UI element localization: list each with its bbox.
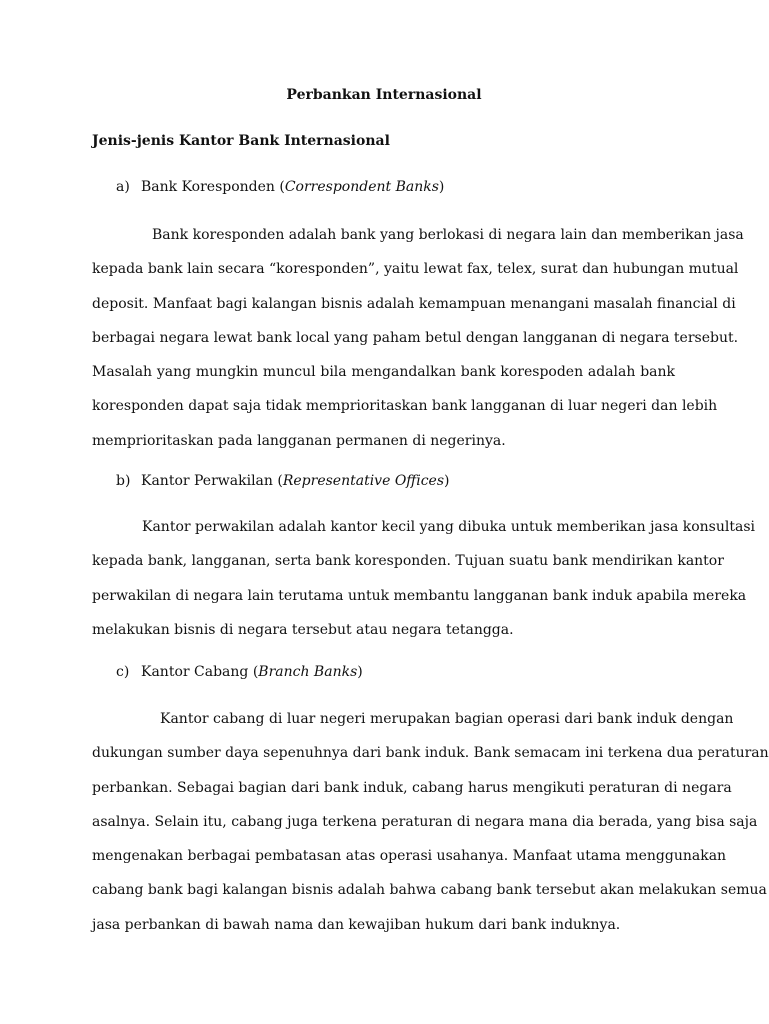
heading-italic: Branch Banks bbox=[258, 664, 358, 680]
paragraph-line: memprioritaskan pada langganan permanen di negerinya. bbox=[92, 432, 506, 449]
paragraph-line: mengenakan berbagai pembatasan atas operasi usahanya. Manfaat utama menggunakan bbox=[92, 848, 727, 865]
list-marker: b) bbox=[116, 473, 131, 489]
paragraph-line: perwakilan di negara lain terutama untuk membantu langganan bank induk apabila mereka bbox=[92, 587, 747, 604]
heading-italic: Correspondent Banks bbox=[284, 179, 439, 195]
heading-italic: Representative Offices bbox=[282, 473, 445, 489]
section-heading: Jenis-jenis Kantor Bank Internasional bbox=[92, 133, 390, 149]
heading-close: ) bbox=[444, 473, 450, 489]
paragraph-b bbox=[92, 518, 755, 655]
page-title: Perbankan Internasional bbox=[286, 87, 482, 103]
paragraph-line: perbankan. Sebagai bagian dari bank induk, cabang harus mengikuti peraturan di negara bbox=[92, 779, 732, 796]
list-item-heading-a bbox=[116, 179, 444, 195]
paragraph-line: cabang bank bagi kalangan bisnis adalah bahwa cabang bank tersebut akan melakukan semua bbox=[92, 882, 767, 899]
list-item-heading-b bbox=[116, 473, 449, 489]
paragraph-line: asalnya. Selain itu, cabang juga terkena peraturan di negara mana dia berada, yang bisa saja bbox=[92, 813, 758, 830]
paragraph-line: berbagai negara lewat bank local yang paham betul dengan langganan di negara tersebut. bbox=[92, 329, 739, 346]
paragraph-line: Masalah yang mungkin muncul bila mengandalkan bank korespoden adalah bank bbox=[92, 364, 675, 381]
paragraph-line: kepada bank, langganan, serta bank koresponden. Tujuan suatu bank mendirikan kantor bbox=[92, 553, 724, 570]
heading-text: Bank Koresponden ( bbox=[141, 179, 285, 195]
paragraph-line: Kantor perwakilan adalah kantor kecil yang dibuka untuk memberikan jasa konsultasi bbox=[142, 519, 755, 535]
paragraph-c bbox=[92, 710, 769, 950]
heading-close: ) bbox=[357, 664, 363, 680]
paragraph-line: Bank koresponden adalah bank yang berlokasi di negara lain dan memberikan jasa bbox=[152, 227, 744, 243]
paragraph-line: jasa perbankan di bawah nama dan kewajiban hukum dari bank induknya. bbox=[92, 916, 621, 933]
list-marker: c) bbox=[116, 664, 130, 680]
paragraph-line: koresponden dapat saja tidak memprioritaskan bank langganan di luar negeri dan lebih bbox=[92, 398, 718, 415]
paragraph-line: Kantor cabang di luar negeri merupakan bagian operasi dari bank induk dengan bbox=[160, 711, 734, 727]
paragraph-line: kepada bank lain secara “koresponden”, yaitu lewat fax, telex, surat dan hubungan mutual bbox=[92, 261, 739, 278]
paragraph-line: deposit. Manfaat bagi kalangan bisnis adalah kemampuan menangani masalah financial di bbox=[92, 295, 736, 312]
paragraph-line: dukungan sumber daya sepenuhnya dari bank induk. Bank semacam ini terkena dua peraturan bbox=[92, 745, 769, 762]
list-marker: a) bbox=[116, 179, 130, 195]
paragraph-line: melakukan bisnis di negara tersebut atau negara tetangga. bbox=[92, 621, 514, 638]
paragraph-a bbox=[92, 226, 744, 466]
heading-close: ) bbox=[438, 179, 445, 195]
list-item-heading-c bbox=[116, 664, 363, 680]
heading-text: Kantor Cabang ( bbox=[141, 664, 259, 680]
heading-text: Kantor Perwakilan ( bbox=[141, 473, 283, 489]
